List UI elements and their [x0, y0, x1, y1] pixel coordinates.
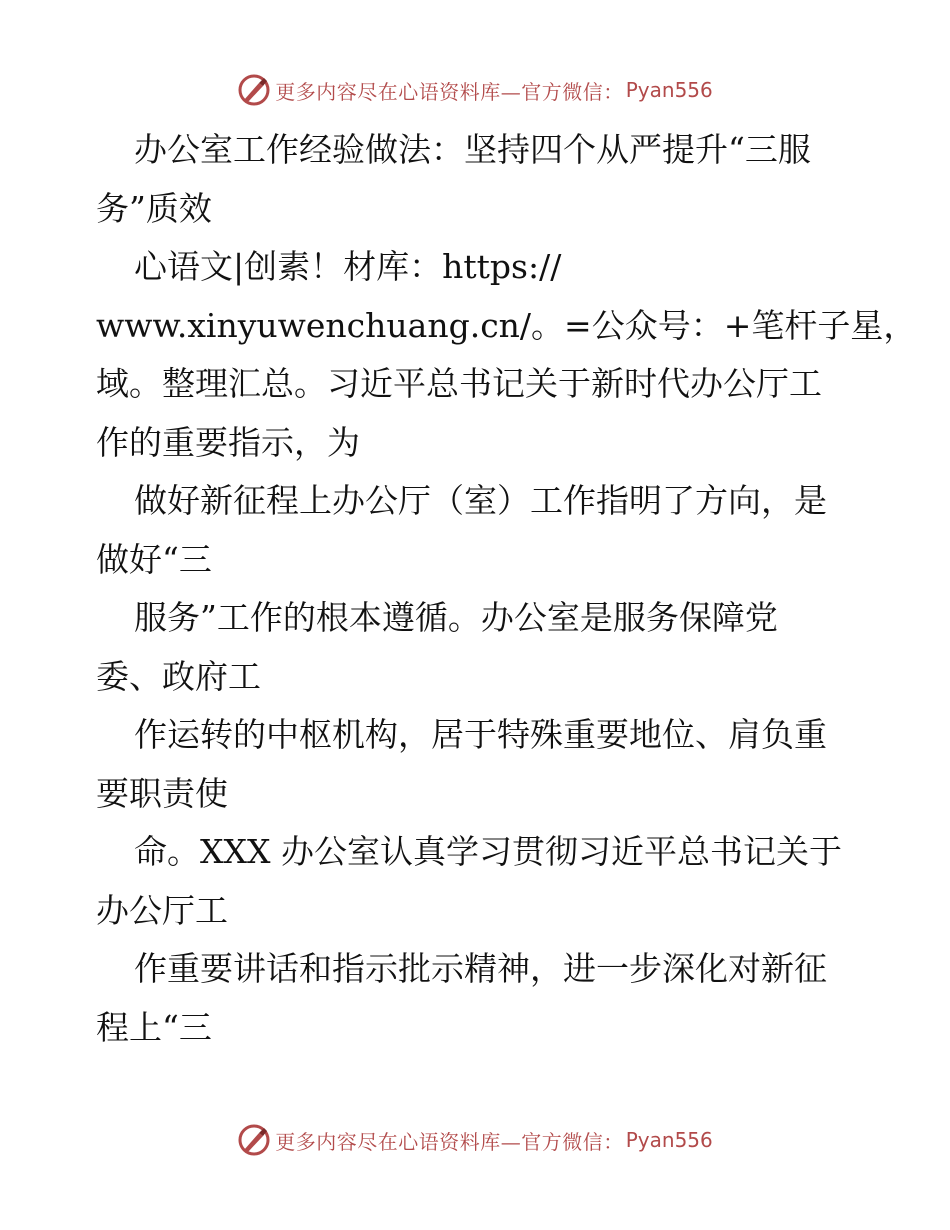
text-line: 作的重要指示，为 — [96, 422, 360, 462]
watermark-text: 更多内容尽在心语资料库—官方微信： — [275, 1129, 624, 1154]
text-line: 做好新征程上办公厅（室）工作指明了方向，是 — [134, 481, 827, 520]
text-line: 要职责使 — [96, 773, 228, 813]
watermark-id: Pyan556 — [625, 78, 713, 102]
pen-logo-icon — [237, 73, 271, 107]
text-line: 务”质效 — [96, 188, 212, 228]
text-line: 服务”工作的根本遵循。办公室是服务保障党 — [134, 598, 778, 637]
text-line: 做好“三 — [96, 539, 212, 579]
text-line: 办公室工作经验做法：坚持四个从严提升“三服 — [134, 130, 811, 169]
header-watermark — [0, 70, 950, 110]
text-line: 域。整理汇总。习近平总书记关于新时代办公厅工 — [96, 364, 822, 403]
document-body — [96, 121, 917, 1057]
watermark-id: Pyan556 — [625, 1128, 713, 1152]
watermark-text: 更多内容尽在心语资料库—官方微信： — [275, 79, 624, 104]
text-line: www.xinyuwenchuang.cn/。=公众号：+笔杆子星， — [96, 305, 917, 345]
pen-logo-icon — [237, 1123, 271, 1157]
text-line: 命。XXX 办公室认真学习贯彻习近平总书记关于 — [134, 832, 842, 871]
text-line: 作运转的中枢机构，居于特殊重要地位、肩负重 — [134, 715, 827, 754]
text-line: 程上“三 — [96, 1007, 212, 1047]
text-line: 委、政府工 — [96, 656, 261, 696]
text-line: 心语文|创素！材库：https:// — [134, 247, 562, 286]
text-line: 办公厅工 — [96, 890, 228, 930]
text-line: 作重要讲话和指示批示精神，进一步深化对新征 — [134, 949, 827, 988]
footer-watermark — [0, 1120, 950, 1160]
